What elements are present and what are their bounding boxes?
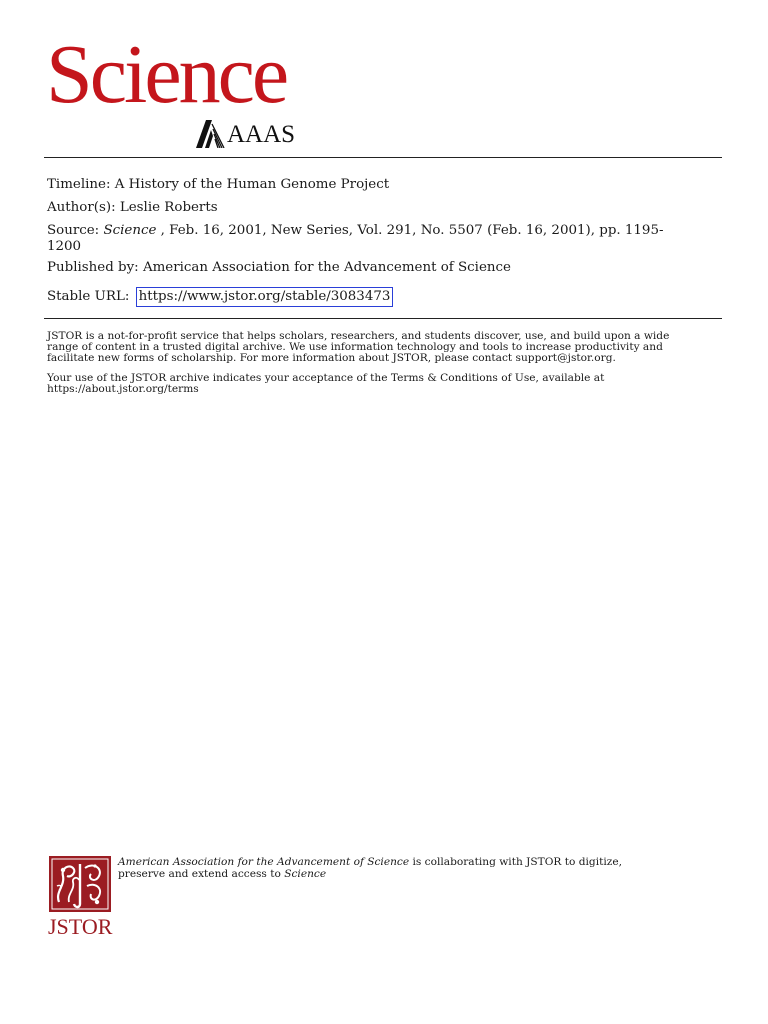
jstor-notice: [47, 331, 727, 365]
science-logo: Science: [46, 28, 287, 121]
publisher-name: American Association for the Advancement of Science: [142, 260, 511, 275]
top-divider: [44, 157, 722, 158]
notice-line: range of content in a trusted digital archive. We use information technology and tools to increase productivity and: [47, 341, 663, 354]
notice-line: facilitate new forms of scholarship. For more information about JSTOR, please contact support@jstor.org.: [47, 352, 616, 365]
author-row: [47, 200, 218, 216]
terms-line: Your use of the JSTOR archive indicates your acceptance of the Terms & Conditions of Use, available at: [47, 372, 605, 384]
stable-url-link[interactable]: https://www.jstor.org/stable/3083473: [136, 287, 394, 307]
author-name: Leslie Roberts: [119, 200, 218, 215]
footer-line1-rest: is collaborating with JSTOR to digitize,: [409, 856, 622, 868]
article-title: A History of the Human Genome Project: [114, 177, 390, 192]
publisher-block: [47, 260, 511, 276]
metadata-block: [47, 177, 389, 193]
terms-url[interactable]: https://about.jstor.org/terms: [47, 383, 199, 396]
footer-line2-prefix: preserve and extend access to: [118, 868, 285, 880]
footer-org: American Association for the Advancement of Science: [118, 856, 410, 868]
jstor-wordmark: JSTOR: [48, 914, 113, 939]
source-details: , Feb. 16, 2001, New Series, Vol. 291, No. 5507 (Feb. 16, 2001), pp. 1195-: [156, 223, 664, 238]
jstor-emblem-icon: [49, 856, 111, 916]
source-pages-end: 1200: [47, 239, 82, 254]
url-label: Stable URL:: [47, 289, 134, 304]
collaboration-line: [118, 856, 718, 868]
source-row: [47, 223, 664, 239]
author-block: [47, 200, 218, 216]
source-label: Source:: [47, 223, 104, 238]
source-block: [47, 223, 664, 255]
collaboration-line: [118, 868, 718, 880]
aaas-wordmark: AAAS: [227, 120, 296, 148]
terms-notice: [47, 373, 727, 395]
source-row-continued: [47, 239, 664, 255]
author-label: Author(s):: [47, 200, 120, 215]
url-block: [47, 287, 393, 307]
notice-line: JSTOR is a not-for-profit service that helps scholars, researchers, and students discover, use, and build upon a wide: [47, 330, 670, 342]
publisher-row: [47, 260, 511, 276]
url-row: [47, 287, 393, 307]
aaas-mark-icon: [196, 120, 226, 148]
footer-journal: Science: [284, 868, 327, 880]
title-row: [47, 177, 389, 193]
title-label: Timeline:: [47, 177, 115, 192]
source-journal: Science: [103, 223, 157, 238]
bottom-divider: [44, 318, 722, 319]
aaas-logo: [196, 118, 295, 150]
publisher-label: Published by:: [47, 260, 143, 275]
collaboration-note: [118, 856, 718, 880]
